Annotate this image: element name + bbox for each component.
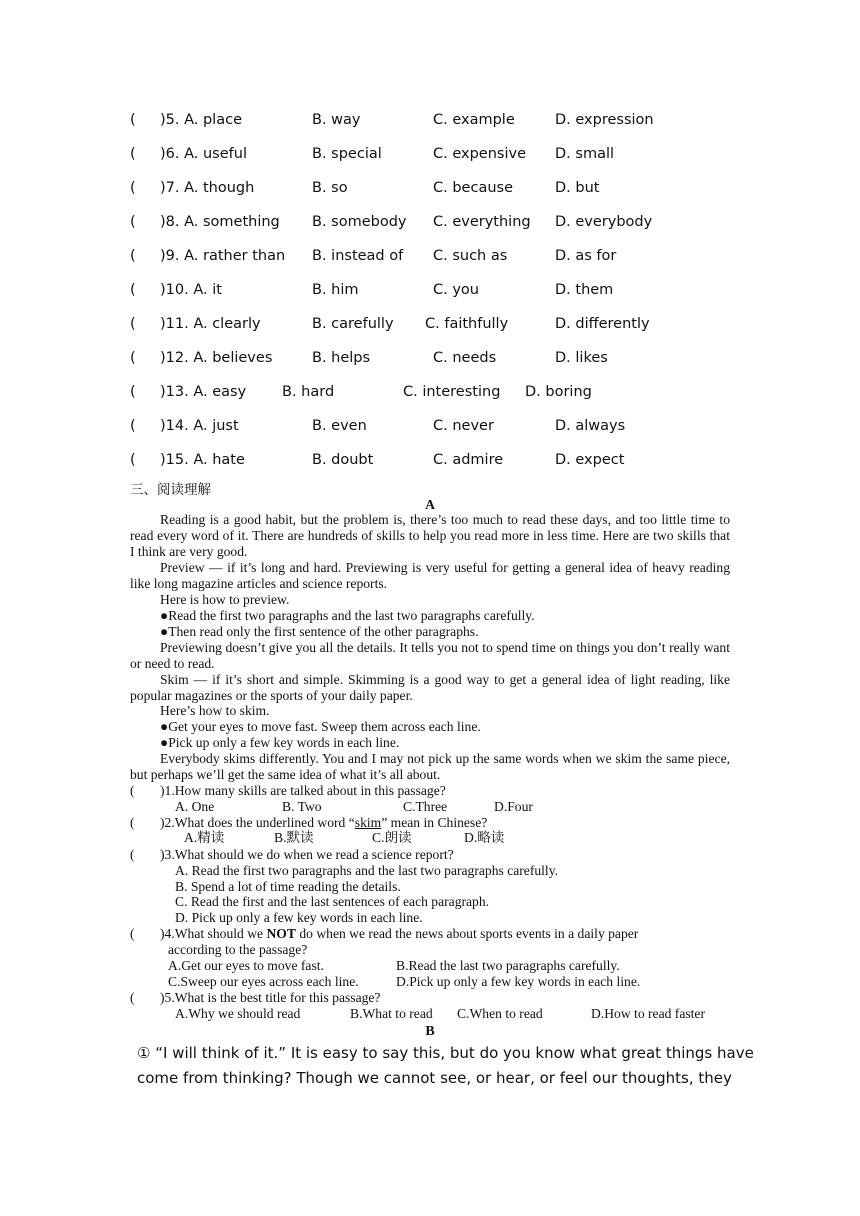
option-b: B. so (312, 180, 348, 196)
q3-option-c: C. Read the first and the last sentences of each paragraph. (175, 894, 490, 909)
answer-paren: ( (130, 316, 136, 332)
q2-option-b: B.默读 (274, 830, 314, 845)
option-a: )9. A. rather than (160, 248, 286, 264)
option-a: )12. A. believes (160, 350, 273, 366)
q5-paren: ( (130, 990, 135, 1005)
passage-b-line2: come from thinking? Though we cannot see, or hear, or feel our thoughts, they (137, 1069, 732, 1087)
option-a: )8. A. something (160, 214, 280, 230)
answer-paren: ( (130, 248, 136, 264)
answer-paren: ( (130, 214, 136, 230)
option-c: C. admire (433, 452, 504, 468)
passage-a-label: A (425, 497, 435, 512)
passage-a-para6: Here’s how to skim. (160, 703, 270, 718)
underlined-word: skim (354, 815, 382, 830)
option-a: )6. A. useful (160, 146, 247, 162)
passage-a-para1: Reading is a good habit, but the problem is, there’s too much to read these days, and too little time to read every word of it. There are hundreds of skills to help you read more in less time. Here are two skills that I think are very good. (130, 512, 730, 559)
passage-a-bullet4: ●Pick up only a few key words in each line. (160, 735, 400, 750)
option-d: D. as for (555, 248, 617, 264)
option-b: B. hard (282, 384, 335, 400)
option-d: D. but (555, 180, 600, 196)
q4-option-c: C.Sweep our eyes across each line. (168, 974, 359, 989)
option-a: )14. A. just (160, 418, 239, 434)
option-b: B. doubt (312, 452, 374, 468)
passage-a-para2: Preview — if it’s long and hard. Previewing is very useful for getting a general idea of heavy reading like long magazine articles and science reports. (130, 560, 730, 591)
q4-stem (160, 926, 638, 942)
option-b: B. even (312, 418, 367, 434)
passage-a-para5: Skim — if it’s short and simple. Skimming is a good way to get a general idea of light reading, like popular magazines or the sports of your daily paper. (130, 672, 730, 703)
option-b: B. carefully (312, 316, 394, 332)
option-c: C. faithfully (425, 316, 509, 332)
option-b: B. instead of (312, 248, 404, 264)
option-b: B. special (312, 146, 382, 162)
q4-stem-cont: according to the passage? (168, 942, 308, 957)
option-c: C. never (433, 418, 494, 434)
option-d: D. differently (555, 316, 650, 332)
q3-stem: )3.What should we do when we read a science report? (160, 847, 454, 862)
answer-paren: ( (130, 384, 136, 400)
answer-paren: ( (130, 112, 136, 128)
option-d: D. everybody (555, 214, 653, 230)
option-d: D. expression (555, 112, 654, 128)
q4-option-d: D.Pick up only a few key words in each line. (396, 974, 641, 989)
passage-a-bullet3: ●Get your eyes to move fast. Sweep them across each line. (160, 719, 481, 734)
q1-option-c: C.Three (403, 799, 448, 814)
q3-option-d: D. Pick up only a few key words in each line. (175, 910, 423, 925)
q4-paren: ( (130, 926, 135, 941)
option-d: D. boring (525, 384, 592, 400)
option-a: )10. A. it (160, 282, 222, 298)
q5-option-c: C.When to read (457, 1006, 543, 1021)
option-a: )7. A. though (160, 180, 255, 196)
q2-option-c: C.朗读 (372, 830, 412, 845)
passage-b-label: B (425, 1024, 435, 1039)
q5-option-a: A.Why we should read (175, 1006, 301, 1021)
answer-paren: ( (130, 452, 136, 468)
option-a: )13. A. easy (160, 384, 247, 400)
q5-option-b: B.What to read (350, 1006, 433, 1021)
passage-a-para3: Here is how to preview. (160, 592, 290, 607)
option-c: C. interesting (403, 384, 501, 400)
q4-stem-a: )4.What should we (160, 926, 267, 941)
passage-a-para7: Everybody skims differently. You and I may not pick up the same words when we skim the same piece, but perhaps we’ll get the same idea of what it’s all about. (130, 751, 730, 782)
answer-paren: ( (130, 180, 136, 196)
option-c: C. everything (433, 214, 531, 230)
option-a: )15. A. hate (160, 452, 245, 468)
q1-paren: ( (130, 783, 135, 798)
option-c: C. such as (433, 248, 508, 264)
q2-stem: )2.What does the underlined word “skim” mean in Chinese? (160, 815, 488, 830)
q4-option-a: A.Get our eyes to move fast. (168, 958, 324, 973)
q2-option-a: A.精读 (184, 830, 225, 845)
option-a: )11. A. clearly (160, 316, 261, 332)
option-d: D. expect (555, 452, 625, 468)
answer-paren: ( (130, 418, 136, 434)
option-d: D. always (555, 418, 626, 434)
q5-stem: )5.What is the best title for this passage? (160, 990, 381, 1005)
option-c: C. because (433, 180, 513, 196)
section-heading: 三、阅读理解 (130, 482, 211, 498)
option-d: D. likes (555, 350, 608, 366)
q1-option-b: B. Two (282, 799, 322, 814)
q4-option-b: B.Read the last two paragraphs carefully. (396, 958, 620, 973)
answer-paren: ( (130, 282, 136, 298)
q2-option-d: D.略读 (464, 830, 505, 845)
q5-option-d: D.How to read faster (591, 1006, 705, 1021)
q1-option-d: D.Four (494, 799, 533, 814)
option-a: )5. A. place (160, 112, 242, 128)
passage-a-para4: Previewing doesn’t give you all the details. It tells you not to spend time on things you don’t really want or need to read. (130, 640, 730, 671)
option-c: C. you (433, 282, 479, 298)
passage-b-line1: ① “I will think of it.” It is easy to say this, but do you know what great things have (137, 1044, 754, 1062)
answer-paren: ( (130, 350, 136, 366)
q3-option-a: A. Read the first two paragraphs and the last two paragraphs carefully. (175, 863, 559, 878)
option-b: B. helps (312, 350, 371, 366)
passage-a-bullet1: ●Read the first two paragraphs and the last two paragraphs carefully. (160, 608, 535, 623)
option-d: D. them (555, 282, 614, 298)
option-b: B. way (312, 112, 361, 128)
answer-paren: ( (130, 146, 136, 162)
q1-stem: )1.How many skills are talked about in this passage? (160, 783, 446, 798)
option-d: D. small (555, 146, 615, 162)
q4-stem-bold: NOT (266, 926, 296, 941)
passage-a-bullet2: ●Then read only the first sentence of the other paragraphs. (160, 624, 479, 639)
q3-option-b: B. Spend a lot of time reading the details. (175, 879, 401, 894)
option-c: C. example (433, 112, 515, 128)
q3-paren: ( (130, 847, 135, 862)
q1-option-a: A. One (175, 799, 215, 814)
option-b: B. him (312, 282, 359, 298)
option-b: B. somebody (312, 214, 407, 230)
option-c: C. needs (433, 350, 497, 366)
q2-paren: ( (130, 815, 135, 830)
q4-stem-b: do when we read the news about sports events in a daily paper (295, 926, 639, 941)
option-c: C. expensive (433, 146, 526, 162)
